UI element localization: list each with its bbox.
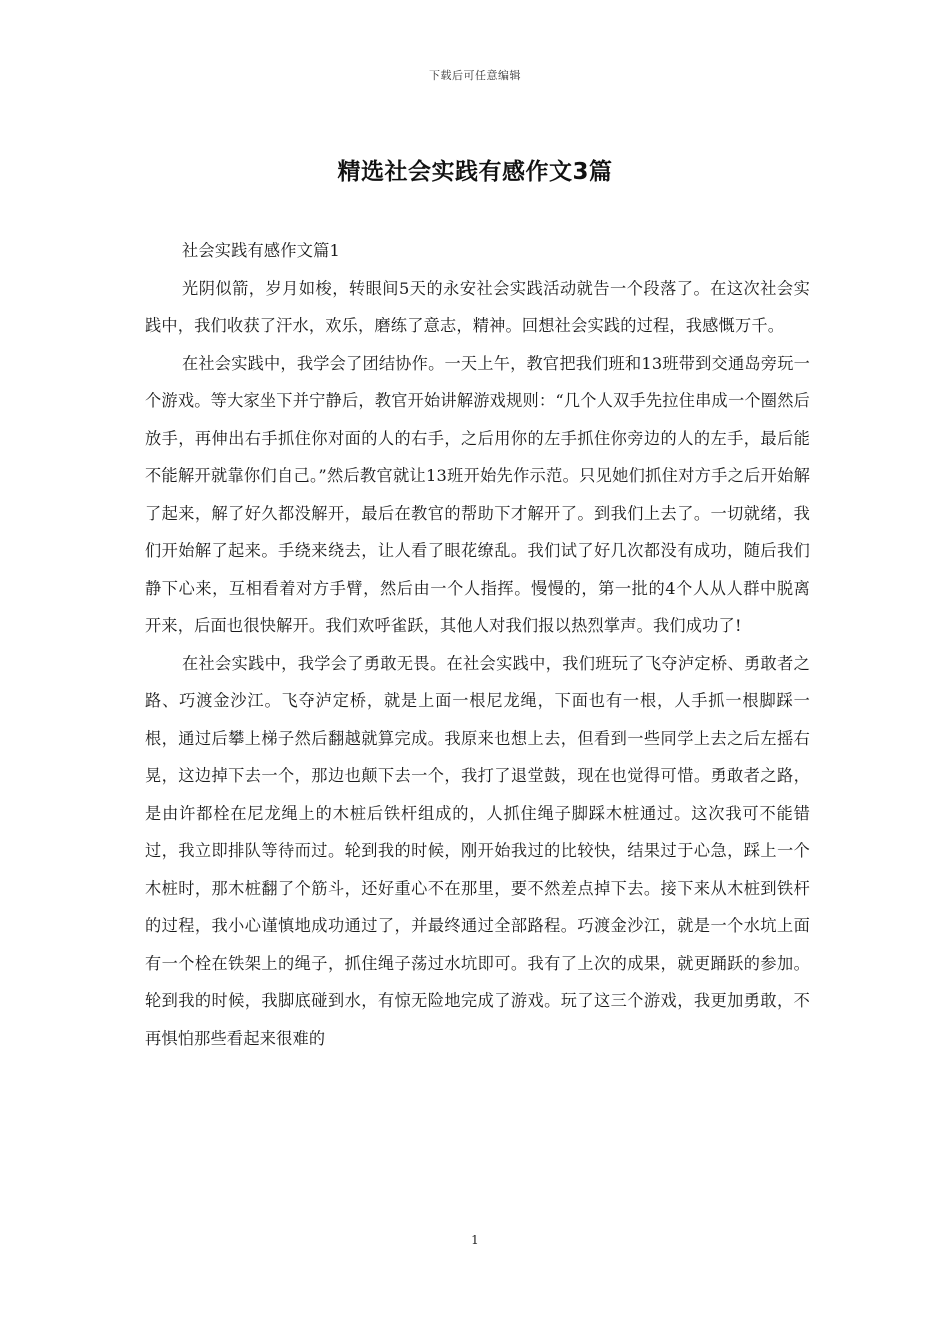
document-body xyxy=(145,232,810,1057)
paragraph-3: 在社会实践中，我学会了勇敢无畏。在社会实践中，我们班玩了飞夺泸定桥、勇敢者之路、巧渡金沙江。飞夺泸定桥，就是上面一根尼龙绳，下面也有一根，人手抓一根脚踩一根，通过后攀上梯子然后翻越就算完成。我原来也想上去，但看到一些同学上去之后左摇右晃，这边掉下去一个，那边也颠下去一个，我打了退堂鼓，现在也觉得可惜。勇敢者之路，是由许都栓在尼龙绳上的木桩后铁杆组成的，人抓住绳子脚踩木桩通过。这次我可不能错过，我立即排队等待而过。轮到我的时候，刚开始我过的比较快，结果过于心急，踩上一个木桩时，那木桩翻了个筋斗，还好重心不在那里，要不然差点掉下去。接下来从木桩到铁杆的过程，我小心谨慎地成功通过了，并最终通过全部路程。巧渡金沙江，就是一个水坑上面有一个栓在铁架上的绳子，抓住绳子荡过水坑即可。我有了上次的成果，就更踊跃的参加。轮到我的时候，我脚底碰到水，有惊无险地完成了游戏。玩了这三个游戏，我更加勇敢，不再惧怕那些看起来很难的 xyxy=(145,653,810,1048)
document-title: 精选社会实践有感作文3篇 xyxy=(337,159,613,185)
header-note: 下载后可任意编辑 xyxy=(429,69,521,82)
paragraph-1: 光阴似箭，岁月如梭，转眼间5天的永安社会实践活动就告一个段落了。在这次社会实践中，我们收获了汗水，欢乐，磨练了意志，精神。回想社会实践的过程，我感慨万千。 xyxy=(145,278,810,335)
paragraph-2: 在社会实践中，我学会了团结协作。一天上午，教官把我们班和13班带到交通岛旁玩一个游戏。等大家坐下并宁静后，教官开始讲解游戏规则：“几个人双手先拉住串成一个圈然后放手，再伸出右手抓住你对面的人的右手，之后用你的左手抓住你旁边的人的左手，最后能不能解开就靠你们自己。”然后教官就让13班开始先作示范。只见她们抓住对方手之后开始解了起来，解了好久都没解开，最后在教官的帮助下才解开了。到我们上去了。一切就绪，我们开始解了起来。手绕来绕去，让人看了眼花缭乱。我们试了好几次都没有成功，随后我们静下心来，互相看着对方手臂，然后由一个人指挥。慢慢的，第一批的4个人从人群中脱离开来，后面也很快解开。我们欢呼雀跃，其他人对我们报以热烈掌声。我们成功了! xyxy=(145,353,810,635)
section-heading: 社会实践有感作文篇1 xyxy=(182,241,340,260)
page-number: 1 xyxy=(471,1233,479,1247)
